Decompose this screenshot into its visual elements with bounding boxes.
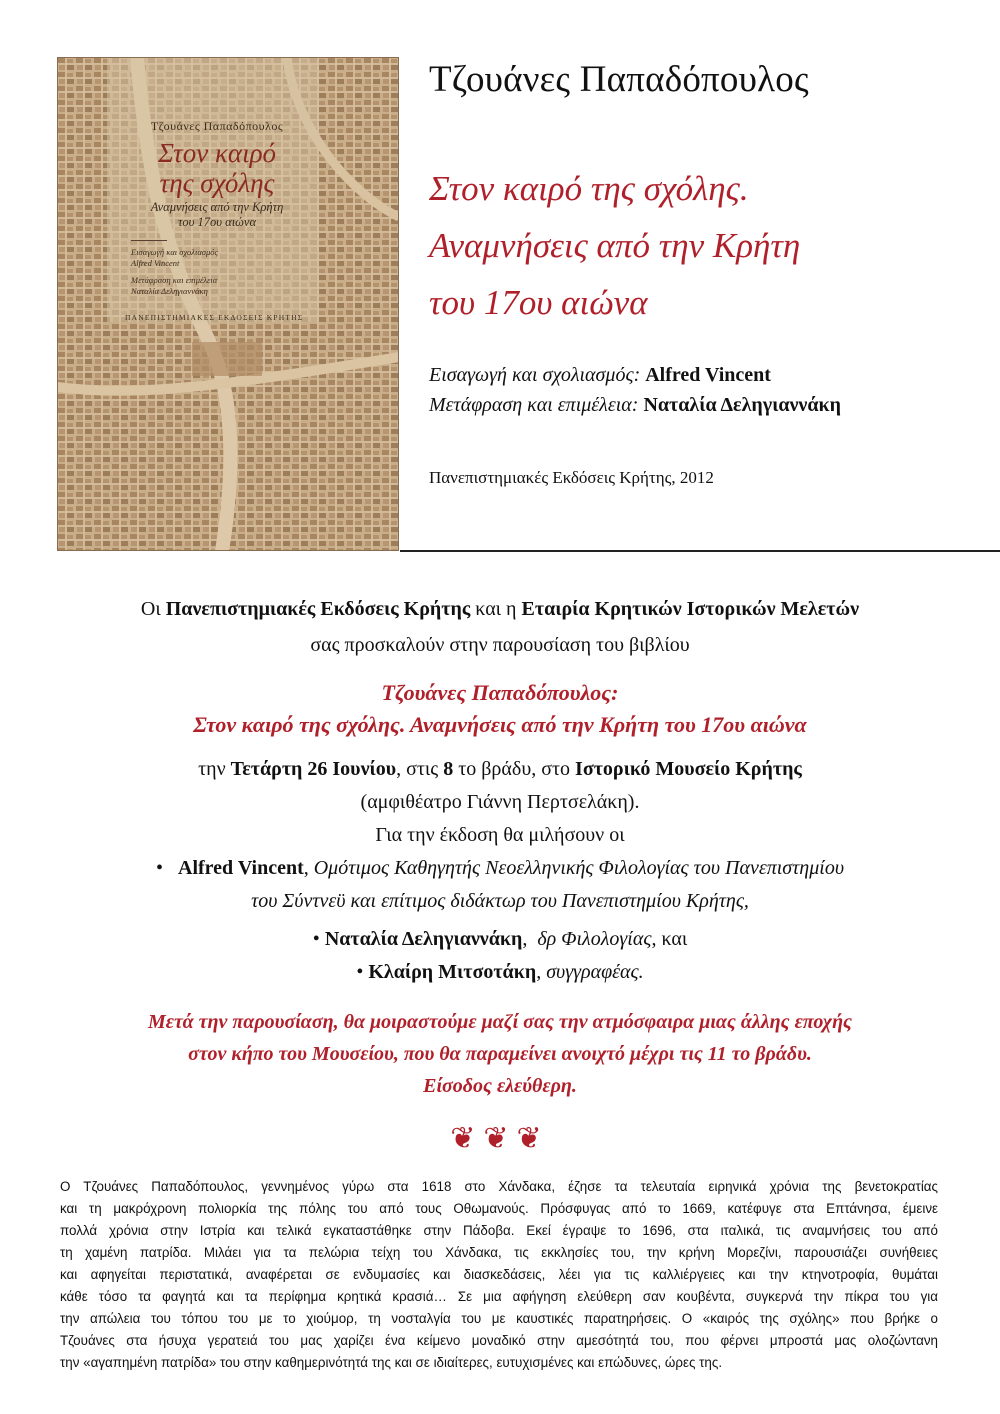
cover-trans-name: Ναταλία Δεληγιαννάκη [131, 286, 208, 296]
description-line: την απώλεια του τόπου του με το χιούμορ, τη νοσταλγία του με καυστικές παρατηρήσεις. Ο «καιρός της σχόλης» που βρήκε ο [60, 1311, 938, 1326]
text: το βράδυ, στο [453, 758, 576, 780]
publisher-name: Πανεπιστημιακές Εκδόσεις Κρήτης [165, 598, 471, 620]
description-line: και τη μακρόχρονη πολιορκία της πόλης του από τους Οθωμανούς. Πρόσφυγας από το 1669, κατέφυγε στα Επτάνησα, έμεινε [60, 1201, 938, 1216]
free-entry-note: Είσοδος ελεύθερη. [423, 1075, 577, 1097]
cover-title [117, 138, 317, 198]
header-book-title [429, 160, 989, 331]
event-book-title: Στον καιρό της σχόλης. Αναμνήσεις από την Κρήτη του 17ου αιώνα [193, 712, 807, 737]
publisher-info: Πανεπιστημιακές Εκδόσεις Κρήτης, 2012 [429, 468, 714, 487]
text: και η [470, 598, 522, 620]
header-credits [429, 360, 841, 420]
speaker-name: Alfred Vincent [178, 857, 304, 879]
bullet-icon: • [312, 928, 320, 950]
book-description [60, 1176, 938, 1374]
description-line: κάθε τόσο τα φαγητά και τα περίφημα κρητικά κρασιά… Σε μια αφήγηση ελεύθερη σαν κουβέντα, συγκερνά την πίκρα του για [60, 1289, 938, 1304]
speakers-intro: Για την έκδοση θα μιλήσουν οι [375, 824, 625, 846]
header-title-line: του 17ου αιώνα [429, 283, 648, 322]
bullet-icon: • [356, 961, 364, 983]
event-time: 8 [443, 758, 454, 780]
text: , [536, 961, 547, 983]
translation-name: Ναταλία Δεληγιαννάκη [643, 394, 841, 416]
text: την [198, 758, 231, 780]
description-line: τη χαμένη πατρίδα. Μιλάει για τα πελώρια τείχη του Χάνδακα, τις εκκλησίες του, την κρήνη Μορεζίνι, παρουσιάζει συνήθειες [60, 1245, 938, 1260]
speaker-role: Ομότιμος Καθηγητής Νεοελληνικής Φιλολογίας του Πανεπιστημίου [313, 857, 844, 879]
description-line: και αφηγείται περιστατικά, αναφέρεται σε ενδυμασίες και διασκεδάσεις, λέει για τις καλλιέργειες και την κτηνοτροφία, θυμάται [60, 1267, 938, 1282]
intro-name: Alfred Vincent [645, 364, 771, 386]
ornament-icon: ❦❦❦ [450, 1122, 550, 1155]
cover-author: Τζουάνες Παπαδόπουλος [150, 119, 284, 133]
society-name: Εταιρία Κρητικών Ιστορικών Μελετών [521, 598, 860, 620]
event-venue: Ιστορικό Μουσείο Κρήτης [575, 758, 802, 780]
description-line: πολλά χρόνια στην Ιστρία και τελικά εγκαταστάθηκε στην Πάδοβα. Εκεί έγραψε το 1696, στα ιταλικά, τις αναμνήσεις του από [60, 1223, 938, 1238]
cover-subtitle-line: του 17ου αιώνα [177, 215, 257, 229]
speaker-1-role-cont: του Σύντνεϋ και επίτιμος διδάκτωρ του Πανεπιστημίου Κρήτης, [251, 890, 749, 912]
description-line: Ο Τζουάνες Παπαδόπουλος, γεννημένος γύρω στα 1618 στο Χάνδακα, έζησε τα τελευταία ειρηνικά χρόνια της βενετοκρατίας [60, 1179, 938, 1194]
speaker-2: • Ναταλία Δεληγιαννάκη, δρ Φιλολογίας, και [312, 928, 688, 950]
text: Οι [140, 598, 166, 620]
cover-publisher: ΠΑΝΕΠΙΣΤΗΜΙΑΚΕΣ ΕΚΔΟΣΕΙΣ ΚΡΗΤΗΣ [125, 313, 304, 322]
speaker-3 [0, 961, 1000, 984]
text: , στις [396, 758, 444, 780]
event-date: Τετάρτη 26 Ιουνίου [230, 758, 397, 780]
event-datetime-line [0, 758, 1000, 781]
header-title-line: Αναμνήσεις από την Κρήτη [429, 226, 801, 265]
cover-trans-label: Μετάφραση και επιμέλεια [131, 275, 218, 285]
cover-intro-label: Εισαγωγή και σχολιασμός [131, 247, 218, 257]
speaker-role: δρ Φιλολογίας [537, 928, 652, 950]
bullet-icon: • [155, 857, 163, 879]
speaker-name: Ναταλία Δεληγιαννάκη [324, 928, 523, 950]
invitation-line: σας προσκαλούν στην παρουσίαση του βιβλίου [310, 634, 690, 656]
description-line: την «αγαπημένη πατρίδα» του στην καθημερινότητά της και σε ιδιαίτερες, ευτυχισμένες και επώδυνες, ώρες της. [60, 1355, 723, 1370]
reception-note: Μετά την παρουσίαση, θα μοιραστούμε μαζί σας την ατμόσφαιρα μιας άλλης εποχής [148, 1011, 852, 1033]
cover-intro-name: Alfred Vincent [131, 258, 180, 268]
translation-label: Μετάφραση και επιμέλεια: [429, 394, 639, 416]
speaker-role: συγγραφέας. [546, 961, 644, 983]
reception-note: στον κήπο του Μουσείου, που θα παραμείνει ανοιχτό μέχρι τις 11 το βράδυ. [188, 1043, 812, 1065]
speaker-1 [0, 857, 1000, 880]
speaker-name: Κλαίρη Μιτσοτάκη [368, 961, 537, 983]
event-room: (αμφιθέατρο Γιάννη Περτσελάκη). [360, 791, 640, 813]
header-divider [400, 550, 1000, 552]
cover-title-line: της σχόλης [159, 168, 275, 198]
header-author: Τζουάνες Παπαδόπουλος [429, 59, 809, 100]
invitation-line [0, 598, 1000, 621]
intro-label: Εισαγωγή και σχολιασμός: [429, 364, 641, 386]
cover-subtitle-line: Αναμνήσεις από την Κρήτη [150, 200, 284, 214]
event-book-author: Τζουάνες Παπαδόπουλος: [381, 680, 619, 705]
text: , και [651, 928, 688, 950]
text: , [303, 857, 314, 879]
cover-text-block [117, 119, 317, 322]
cover-subtitle [117, 200, 317, 230]
description-line: Τζουάνες στα ήσυχα γερατειά του μας χαρίζει ένα κείμενο μοναδικό στην αμεσότητά του, που φέρνει μπροστά μας ολοζώντανη [60, 1333, 938, 1348]
book-cover-image [57, 57, 399, 551]
cover-credits [131, 247, 317, 297]
cover-title-line: Στον καιρό [157, 138, 277, 168]
header-title-line: Στον καιρό της σχόλης. [429, 169, 749, 208]
cover-divider [131, 240, 167, 241]
